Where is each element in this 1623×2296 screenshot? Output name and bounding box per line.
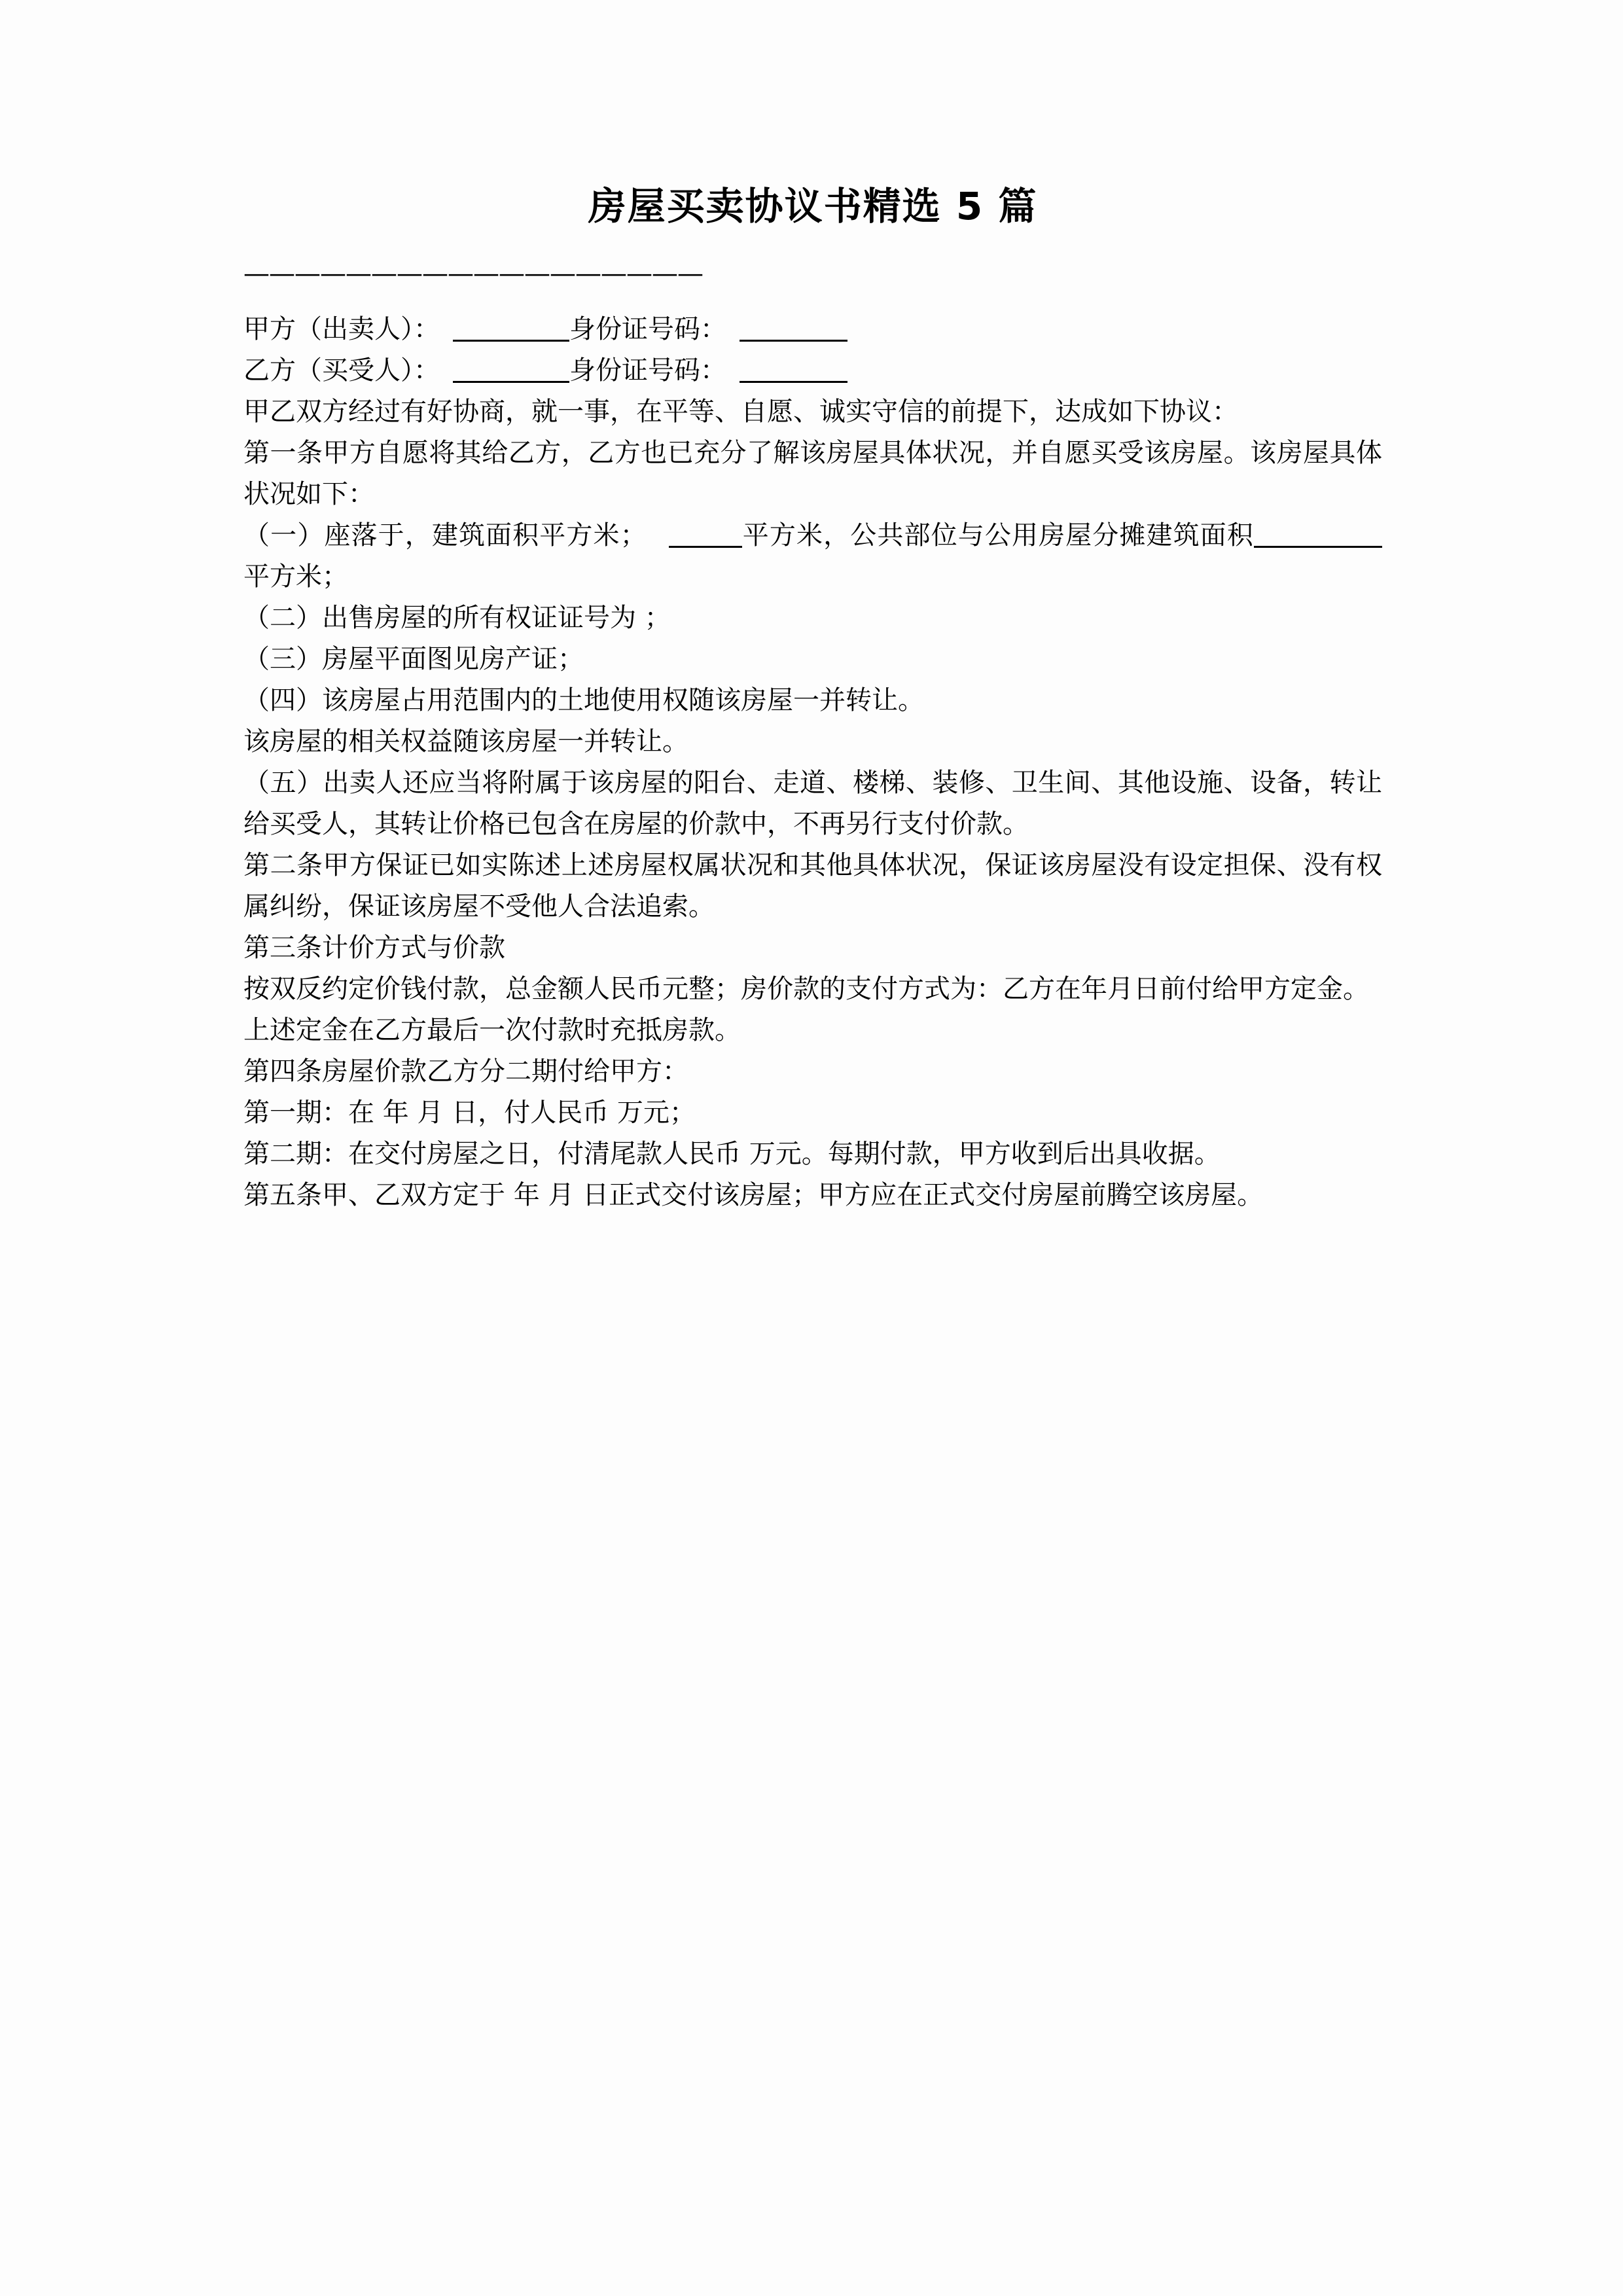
paragraph-article-1-item-4: （四）该房屋占用范围内的土地使用权随该房屋一并转让。: [243, 685, 924, 715]
paragraph-article-4-heading: 第四条房屋价款乙方分二期付给甲方：: [243, 1056, 688, 1086]
party-a-label: 甲方（出卖人）：: [243, 314, 440, 344]
paragraph-article-1-item-5: （五）出卖人还应当将附属于该房屋的阳台、走道、楼梯、装修、卫生间、其他设施、设备，转让给买受人，其转让价格已包含在房屋的价款中，不再另行支付价款。: [243, 768, 1382, 839]
title-separator-rule: ——————————————————: [243, 259, 703, 289]
party-a-name-blank[interactable]: [453, 317, 569, 342]
paragraph-article-4-phase-1: 第一期：在 年 月 日，付人民币 万元；: [243, 1098, 696, 1128]
paragraph-article-3-heading: 第三条计价方式与价款: [243, 933, 505, 963]
paragraph-article-1-item-2: （二）出售房屋的所有权证证号为 ；: [243, 603, 671, 633]
paragraph-article-1-note: 该房屋的相关权益随该房屋一并转让。: [243, 726, 688, 757]
party-b-id-label: 身份证号码：: [569, 355, 726, 386]
paragraph-article-3-note: 上述定金在乙方最后一次付款时充抵房款。: [243, 1015, 741, 1045]
paragraph-preamble: 甲乙双方经过有好协商，就一事，在平等、自愿、诚实守信的前提下，达成如下协议：: [243, 397, 1238, 427]
party-a-line: [243, 309, 1382, 350]
document-content: [243, 0, 1382, 1216]
paragraph-article-2: 第二条甲方保证已如实陈述上述房屋权属状况和其他具体状况，保证该房屋没有设定担保、没有权属纠纷，保证该房屋不受他人合法追索。: [243, 850, 1382, 922]
paragraph-article-1-item-3: （三）房屋平面图见房产证；: [243, 644, 584, 674]
party-b-name-blank[interactable]: [453, 359, 569, 383]
page-title: 房屋买卖协议书精选 5 篇: [588, 184, 1038, 228]
paragraph-article-1-item-1: [243, 515, 1382, 598]
paragraph-article-1: 第一条甲方自愿将其给乙方，乙方也已充分了解该房屋具体状况，并自愿买受该房屋。该房屋具体状况如下：: [243, 438, 1382, 509]
paragraph-article-5: 第五条甲、乙双方定于 年 月 日正式交付该房屋；甲方应在正式交付房屋前腾空该房屋。: [243, 1180, 1264, 1210]
party-a-id-label: 身份证号码：: [569, 314, 726, 344]
paragraph-article-4-phase-2: 第二期：在交付房屋之日，付清尾款人民币 万元。每期付款，甲方收到后出具收据。: [243, 1139, 1221, 1169]
article-1-item-1-text-b: 平方米，公共部位与公用房屋分摊建筑面积: [741, 520, 1255, 550]
document-body: [243, 291, 1382, 1216]
party-a-id-blank[interactable]: [740, 317, 847, 342]
shared-area-blank[interactable]: [1254, 524, 1382, 548]
party-b-line: [243, 350, 1382, 391]
article-1-item-1-text-c: 平方米；: [243, 562, 348, 592]
party-b-id-blank[interactable]: [740, 359, 847, 383]
article-1-item-1-text-a: （一）座落于，建筑面积平方米；: [243, 520, 647, 550]
party-b-label: 乙方（买受人）：: [243, 355, 440, 386]
built-area-blank[interactable]: [669, 524, 742, 548]
paragraph-article-3-body: 按双反约定价钱付款，总金额人民币元整；房价款的支付方式为：乙方在年月日前付给甲方定金。: [243, 974, 1369, 1004]
